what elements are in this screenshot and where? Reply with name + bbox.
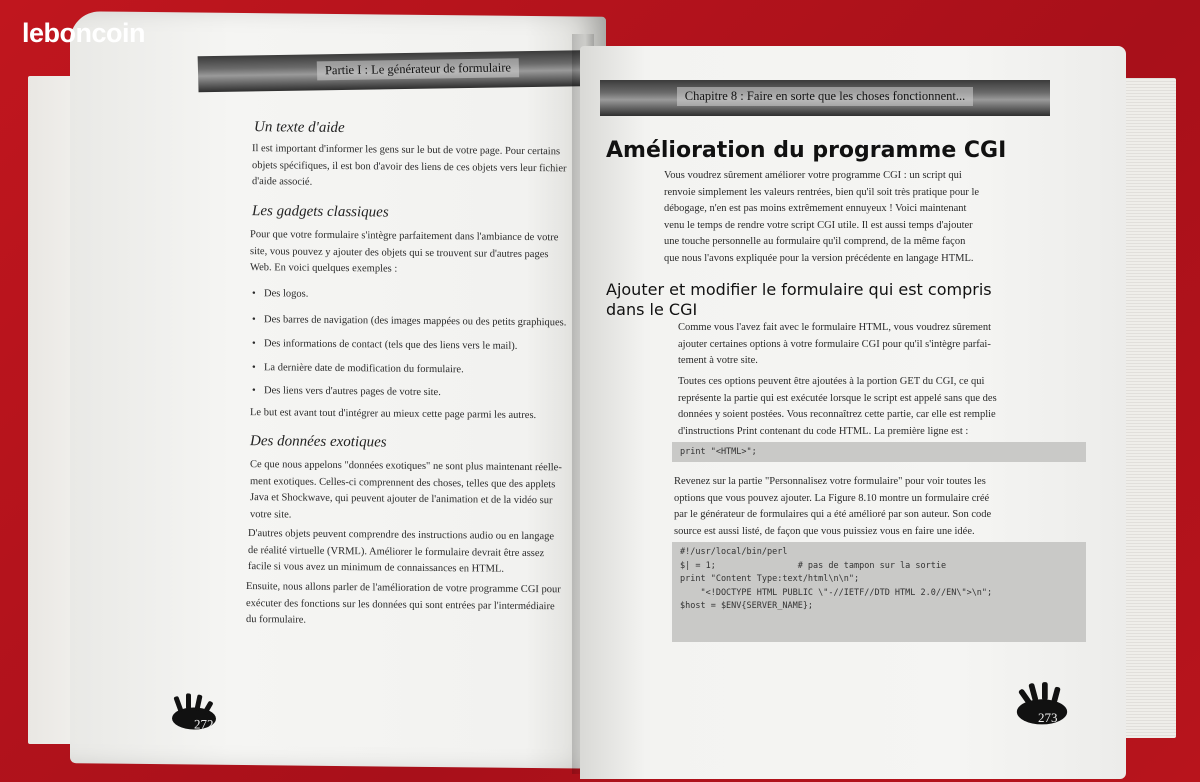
paragraph: Toutes ces options peuvent être ajoutées à la portion GET du CGI, ce qui représente la partie qui est exécutée lorsque le script est appelé sans que des données y soient postées. Vous reconnaîtrez cette partie, car elle est remplie d'instructions Print contenant du code HTML. La première ligne est :	[678, 376, 997, 437]
left-header-text: Partie I : Le générateur de formulaire	[317, 58, 519, 80]
chapter-section-title: Amélioration du programme CGI	[606, 138, 1007, 163]
paragraph: Revenez sur la partie "Personnalisez votre formulaire" pour voir toutes les options que vous pouvez ajouter. La Figure 8.10 montre un formulaire créé par le générateur de formulaires qui a été amélioré par son auteur. Son code source est aussi listé, de façon que vous puissiez vous en faire une idée.	[674, 476, 992, 537]
right-header-text: Chapitre 8 : Faire en sorte que les choses fonctionnent...	[677, 87, 973, 106]
paragraph: Vous voudrez sûrement améliorer votre programme CGI : un script qui renvoie simplement les valeurs rentrées, bien qu'il soit très pratique pour le débogage, n'en est pas moins extrêmement ennuyeux ! Voici maintenant venu le temps de rendre votre script CGI utile. Il est aussi temps d'ajouter une touche personnelle au formulaire qu'il comprend, de la même façon que nous l'avons expliquée pour la version précédente en langage HTML.	[664, 170, 980, 264]
open-book	[24, 14, 1174, 779]
paragraph: D'autres objets peuvent comprendre des instructions audio ou en langage de réalité virtuelle (VRML). Améliorer le formulaire devrait être assez facile si vous avez un minimum de connaissances en HTML.	[248, 528, 555, 575]
paragraph: Ce que nous appelons "données exotiques" ne sont plus maintenant réelle- ment exotiques. Celles-ci comprennent des choses, telles que des applets Java et Shockwave, qui peuvent ajouter de l'animation et de la vidéo sur votre site.	[250, 459, 562, 521]
bullet-item: • La dernière date de modification du formulaire.	[264, 362, 464, 375]
section-title: Des données exotiques	[250, 433, 387, 451]
left-header-band	[198, 49, 606, 92]
section-title: Un texte d'aide	[254, 119, 345, 137]
subsection-title: Ajouter et modifier le formulaire qui est compris dans le CGI	[606, 280, 992, 319]
paragraph: Ensuite, nous allons parler de l'amélioration de votre programme CGI pour exécuter des fonctions sur les données qui sont entrées par l'intermédiaire du formulaire.	[246, 581, 561, 626]
right-page	[580, 46, 1126, 779]
code-listing: #!/usr/local/bin/perl $| = 1; # pas de tampon sur la sortie print "Content Type:text/html\n\n"; "<!DOCTYPE HTML PUBLIC \"-//IETF//DTD HTML 2.0//EN\">\n"; $host = $ENV{SERVER_NAME};	[672, 542, 1086, 642]
right-header-band	[600, 80, 1050, 116]
left-page	[70, 11, 606, 769]
section-title: Les gadgets classiques	[252, 203, 389, 221]
bullet-item: • Des liens vers d'autres pages de votre site.	[264, 385, 441, 398]
bullet-item: • Des barres de navigation (des images mappées ou des petits graphiques.	[264, 314, 566, 328]
code-block: print "<HTML>";	[672, 442, 1086, 462]
bullet-item: • Des informations de contact (tels que des liens vers le mail).	[264, 338, 517, 352]
paragraph: Pour que votre formulaire s'intègre parfaitement dans l'ambiance de votre site, vous pouvez y ajouter des objets qui se trouvent sur d'autres pages Web. En voici quelques exemples :	[250, 229, 559, 275]
page-number: 272	[194, 716, 214, 732]
paragraph: Le but est avant tout d'intégrer au mieux cette page parmi les autres.	[250, 407, 537, 422]
paragraph: Comme vous l'avez fait avec le formulaire HTML, vous voudrez sûrement ajouter certaines options à votre formulaire CGI pour qu'il s'intègre parfai- tement à votre site.	[678, 322, 992, 366]
bullet-item: • Des logos.	[264, 288, 308, 299]
watermark-logo: leboncoin	[22, 18, 145, 48]
page-number: 273	[1038, 710, 1058, 725]
paragraph: Il est important d'informer les gens sur le but de votre page. Pour certains objets spécifiques, il est bon d'avoir des liens de ces objets vers leur fichier d'aide associé.	[252, 143, 567, 188]
